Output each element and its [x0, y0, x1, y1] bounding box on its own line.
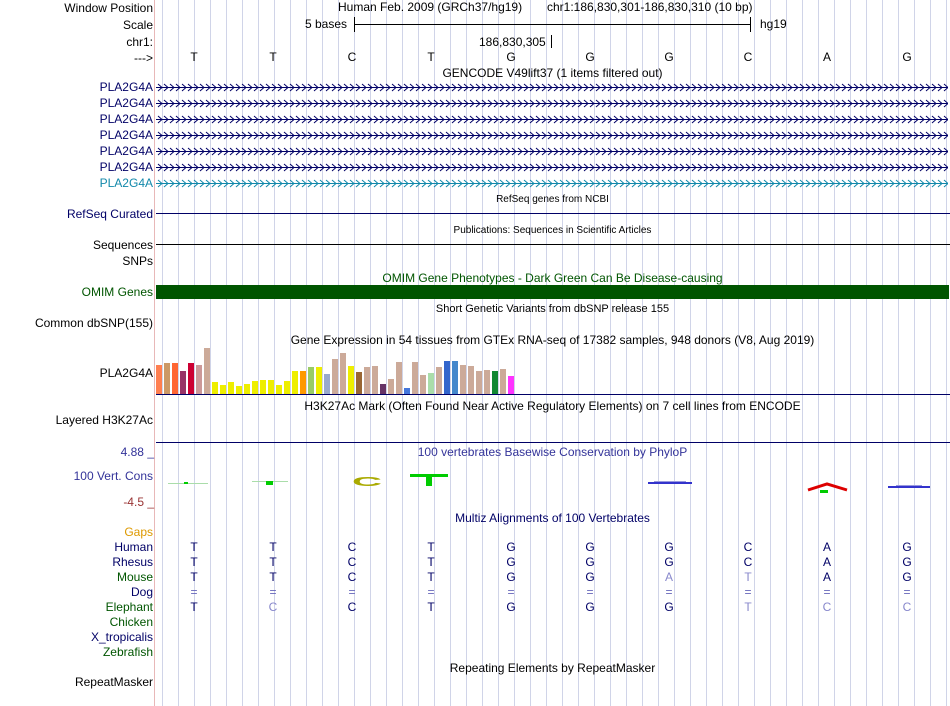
dbsnp-label[interactable]: Common dbSNP(155): [34, 316, 153, 330]
multiz-base: =: [903, 585, 911, 599]
multiz-base: G: [585, 600, 595, 614]
gtex-tissue-bar[interactable]: [356, 372, 362, 394]
gtex-tissue-bar[interactable]: [324, 374, 330, 394]
label-separator: [154, 0, 155, 706]
dna-base: G: [506, 50, 516, 64]
gtex-tissue-bar[interactable]: [364, 367, 370, 394]
publications-label[interactable]: Sequences: [92, 238, 153, 252]
multiz-base: C: [743, 540, 753, 554]
scale-bar-left-tick: [354, 17, 355, 32]
multiz-base: G: [585, 555, 595, 569]
multiz-base: G: [506, 570, 516, 584]
multiz-base: T: [427, 600, 435, 614]
multiz-base: =: [427, 585, 435, 599]
multiz-base: A: [822, 540, 831, 554]
refseq-label[interactable]: RefSeq Curated: [66, 207, 153, 221]
multiz-base: G: [664, 555, 674, 569]
h3k27ac-baseline: [156, 442, 950, 443]
publications-track-line[interactable]: [156, 244, 950, 245]
gtex-tissue-bar[interactable]: [436, 367, 442, 394]
gtex-baseline: [156, 394, 950, 395]
multiz-base: T: [744, 600, 752, 614]
multiz-base: G: [902, 540, 912, 554]
gencode-transcript-track[interactable]: [156, 147, 948, 156]
coordinate-text: 186,830,305: [479, 35, 546, 49]
gtex-tissue-bar[interactable]: [172, 363, 178, 394]
multiz-base: C: [743, 555, 753, 569]
h3k27ac-track-title[interactable]: H3K27Ac Mark (Often Found Near Active Regulatory Elements) on 7 cell lines from ENCODE: [304, 399, 801, 413]
dna-base: T: [190, 50, 198, 64]
gtex-tissue-bar[interactable]: [348, 366, 354, 394]
gtex-tissue-bar[interactable]: [220, 385, 226, 394]
h3k27ac-label[interactable]: Layered H3K27Ac: [55, 413, 153, 427]
multiz-base: =: [507, 585, 515, 599]
phylop-max-label: 4.88 _: [120, 445, 154, 459]
gtex-tissue-bar[interactable]: [300, 371, 306, 394]
scale-bar: [354, 24, 750, 25]
gencode-transcript-track[interactable]: [156, 83, 948, 92]
multiz-base: =: [190, 585, 198, 599]
multiz-base: G: [585, 570, 595, 584]
gtex-tissue-bar[interactable]: [276, 385, 282, 394]
dna-base: C: [743, 50, 753, 64]
multiz-base: =: [269, 585, 277, 599]
multiz-base: T: [427, 570, 435, 584]
gtex-tissue-bar[interactable]: [156, 365, 162, 394]
multiz-base: =: [823, 585, 831, 599]
multiz-base: T: [190, 600, 198, 614]
gtex-gene-label[interactable]: PLA2G4A: [99, 366, 153, 380]
gencode-track-title[interactable]: GENCODE V49lift37 (1 items filtered out): [442, 66, 663, 80]
gtex-tissue-bar[interactable]: [380, 384, 386, 394]
multiz-base: G: [585, 540, 595, 554]
gtex-tissue-bar[interactable]: [428, 373, 434, 394]
gtex-expression-chart[interactable]: [156, 348, 556, 394]
multiz-base: A: [664, 570, 673, 584]
multiz-base: T: [269, 570, 277, 584]
gtex-tissue-bar[interactable]: [228, 382, 234, 394]
gtex-tissue-bar[interactable]: [484, 370, 490, 394]
multiz-base: T: [427, 540, 435, 554]
strand-label: --->: [134, 51, 153, 65]
phylop-logo[interactable]: [156, 466, 950, 496]
omim-gene-bar[interactable]: [156, 285, 949, 299]
multiz-base: =: [348, 585, 356, 599]
multiz-species-label[interactable]: Human: [114, 540, 153, 554]
multiz-base: T: [190, 570, 198, 584]
gtex-tissue-bar[interactable]: [284, 381, 290, 394]
multiz-base: =: [744, 585, 752, 599]
gtex-tissue-bar[interactable]: [188, 363, 194, 394]
multiz-species-label[interactable]: Zebrafish: [102, 645, 153, 659]
multiz-base: G: [506, 555, 516, 569]
multiz-base: C: [347, 570, 357, 584]
gtex-tissue-bar[interactable]: [244, 384, 250, 394]
multiz-base: C: [902, 600, 912, 614]
gtex-tissue-bar[interactable]: [252, 381, 258, 394]
gencode-gene-label[interactable]: PLA2G4A: [99, 128, 153, 142]
omim-label[interactable]: OMIM Genes: [81, 285, 153, 299]
omim-track-title[interactable]: OMIM Gene Phenotypes - Dark Green Can Be Disease-causing: [382, 271, 723, 285]
gtex-tissue-bar[interactable]: [444, 361, 450, 394]
coordinate-tick: [551, 35, 552, 48]
multiz-base: G: [506, 600, 516, 614]
refseq-track-title[interactable]: RefSeq genes from NCBI: [496, 194, 609, 205]
multiz-base: T: [190, 540, 198, 554]
multiz-species-label[interactable]: Chicken: [109, 615, 153, 629]
gtex-tissue-bar[interactable]: [396, 362, 402, 394]
gtex-tissue-bar[interactable]: [236, 386, 242, 394]
dna-base: G: [664, 50, 674, 64]
multiz-base: C: [347, 540, 357, 554]
gtex-tissue-bar[interactable]: [412, 362, 418, 394]
dbsnp-track-title[interactable]: Short Genetic Variants from dbSNP release 155: [435, 303, 670, 315]
position-text: chr1:186,830,301-186,830,310 (10 bp): [547, 0, 753, 14]
multiz-base: T: [269, 540, 277, 554]
gtex-track-title[interactable]: Gene Expression in 54 tissues from GTEx RNA-seq of 17382 samples, 948 donors (V8, Aug 2019): [290, 333, 815, 347]
gencode-gene-label[interactable]: PLA2G4A: [99, 112, 153, 126]
gencode-gene-label[interactable]: PLA2G4A: [99, 96, 153, 110]
repeatmasker-track-title[interactable]: Repeating Elements by RepeatMasker: [449, 661, 656, 675]
scale-text: 5 bases: [305, 17, 348, 31]
gtex-tissue-bar[interactable]: [204, 348, 210, 394]
gtex-tissue-bar[interactable]: [332, 359, 338, 394]
dna-base: A: [822, 50, 831, 64]
multiz-base: C: [268, 600, 278, 614]
phylop-track-title[interactable]: 100 vertebrates Basewise Conservation by PhyloP: [417, 445, 688, 459]
gencode-gene-label[interactable]: PLA2G4A: [99, 144, 153, 158]
gtex-tissue-bar[interactable]: [260, 380, 266, 394]
multiz-base: C: [822, 600, 832, 614]
multiz-base: G: [902, 570, 912, 584]
dna-base: T: [269, 50, 277, 64]
gtex-tissue-bar[interactable]: [164, 363, 170, 394]
gtex-tissue-bar[interactable]: [476, 371, 482, 394]
gtex-tissue-bar[interactable]: [316, 367, 322, 394]
repeatmasker-label[interactable]: RepeatMasker: [74, 675, 153, 689]
dna-base: C: [347, 50, 357, 64]
chr-label: chr1:: [126, 35, 153, 49]
multiz-base: T: [190, 555, 198, 569]
scale-bar-right-tick: [750, 17, 751, 32]
multiz-species-label[interactable]: Elephant: [105, 600, 153, 614]
gaps-label[interactable]: Gaps: [124, 525, 153, 539]
phylop-c-glyph: C: [352, 474, 383, 489]
multiz-species-label[interactable]: Rhesus: [112, 555, 153, 569]
multiz-species-label[interactable]: Dog: [130, 585, 153, 599]
gtex-tissue-bar[interactable]: [308, 367, 314, 394]
phylop-min-label: -4.5 _: [123, 495, 154, 509]
window-position-label: Window Position: [64, 1, 153, 15]
multiz-base: T: [269, 555, 277, 569]
multiz-base: T: [744, 570, 752, 584]
dna-base: T: [427, 50, 435, 64]
gtex-tissue-bar[interactable]: [500, 369, 506, 394]
gencode-transcript-track[interactable]: [156, 99, 948, 108]
gtex-tissue-bar[interactable]: [372, 366, 378, 394]
gencode-transcript-track[interactable]: [156, 115, 948, 124]
gtex-tissue-bar[interactable]: [452, 361, 458, 394]
multiz-track-title[interactable]: Multiz Alignments of 100 Vertebrates: [455, 511, 650, 525]
gtex-tissue-bar[interactable]: [340, 353, 346, 394]
gencode-transcript-track[interactable]: [156, 179, 948, 188]
multiz-species-label[interactable]: X_tropicalis: [90, 630, 153, 644]
refseq-track-line[interactable]: [156, 213, 950, 214]
gencode-gene-label[interactable]: PLA2G4A: [99, 176, 153, 190]
multiz-base: =: [665, 585, 673, 599]
gtex-tissue-bar[interactable]: [460, 365, 466, 394]
multiz-base: G: [664, 540, 674, 554]
gencode-gene-label[interactable]: PLA2G4A: [99, 80, 153, 94]
publications-track-title[interactable]: Publications: Sequences in Scientific Articles: [453, 225, 652, 236]
gtex-tissue-bar[interactable]: [180, 371, 186, 394]
multiz-species-label[interactable]: Mouse: [116, 570, 153, 584]
multiz-base: T: [427, 555, 435, 569]
gtex-tissue-bar[interactable]: [212, 382, 218, 394]
gtex-tissue-bar[interactable]: [468, 366, 474, 394]
multiz-base: C: [347, 600, 357, 614]
gtex-tissue-bar[interactable]: [292, 371, 298, 394]
gtex-tissue-bar[interactable]: [508, 376, 514, 394]
gencode-transcript-track[interactable]: [156, 131, 948, 140]
dna-base: G: [585, 50, 595, 64]
multiz-base: G: [506, 540, 516, 554]
gtex-tissue-bar[interactable]: [268, 380, 274, 394]
snps-label[interactable]: SNPs: [122, 254, 153, 268]
gencode-transcript-track[interactable]: [156, 163, 948, 172]
gencode-gene-label[interactable]: PLA2G4A: [99, 160, 153, 174]
multiz-base: G: [902, 555, 912, 569]
gtex-tissue-bar[interactable]: [492, 371, 498, 394]
assembly-text: Human Feb. 2009 (GRCh37/hg19): [338, 0, 523, 14]
gtex-tissue-bar[interactable]: [388, 379, 394, 394]
scale-label: Scale: [122, 18, 153, 32]
genome-text: hg19: [760, 17, 787, 31]
phylop-label[interactable]: 100 Vert. Cons: [73, 469, 153, 483]
gtex-tissue-bar[interactable]: [196, 365, 202, 394]
multiz-base: =: [586, 585, 594, 599]
gtex-tissue-bar[interactable]: [420, 375, 426, 394]
multiz-base: A: [822, 555, 831, 569]
multiz-base: G: [664, 600, 674, 614]
multiz-base: A: [822, 570, 831, 584]
dna-base: G: [902, 50, 912, 64]
multiz-base: C: [347, 555, 357, 569]
